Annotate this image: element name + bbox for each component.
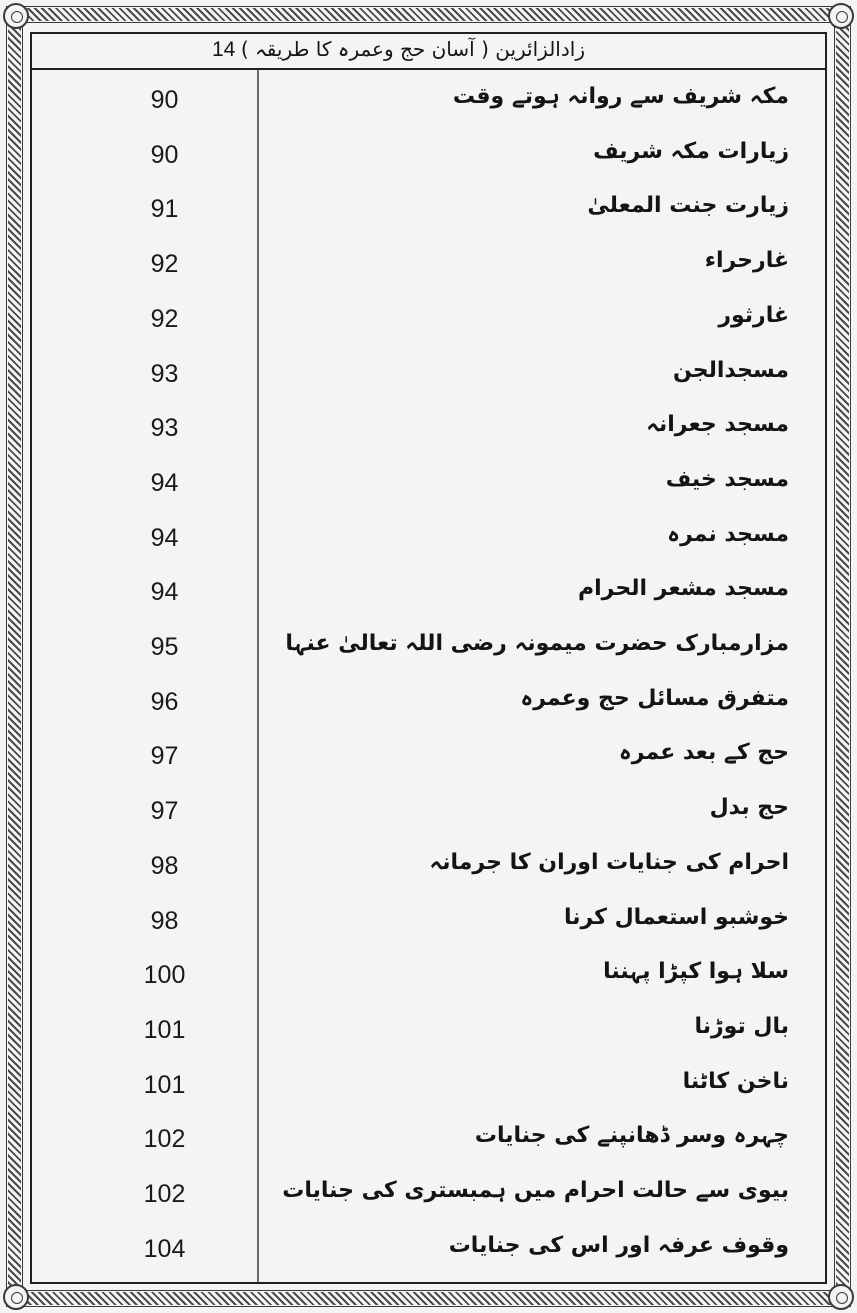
toc-entry: [32, 1010, 825, 1064]
toc-entry-title: سلا ہوا کپڑا پہننا: [603, 959, 789, 985]
toc-entry: [32, 135, 825, 189]
toc-entry: [32, 463, 825, 517]
toc-entry: [32, 1119, 825, 1173]
page-number: 14: [212, 38, 236, 61]
toc-entry-title: مسجد مشعر الحرام: [577, 576, 789, 602]
corner-ornament-icon: [828, 1284, 854, 1310]
running-header: [32, 34, 825, 70]
toc-entry: [32, 244, 825, 298]
corner-ornament-icon: [3, 3, 29, 29]
toc-entry: [32, 189, 825, 243]
toc-entry-page-number: 102: [143, 1180, 186, 1208]
toc-entry: [32, 682, 825, 736]
toc-entry: [32, 518, 825, 572]
toc-entry: [32, 1065, 825, 1119]
table-of-contents: [30, 32, 827, 1284]
toc-entry-page-number: 93: [150, 359, 179, 388]
toc-entry: [32, 627, 825, 681]
toc-entry-title: مزارمبارک حضرت میمونہ رضی اللہ تعالیٰ عنہا: [285, 631, 789, 656]
toc-entry-page-number: 101: [143, 1070, 186, 1099]
toc-entry: [32, 408, 825, 462]
toc-entry-title: مسجد خیف: [665, 466, 789, 492]
toc-entry-page-number: 101: [143, 1015, 186, 1044]
toc-entry: [32, 901, 825, 955]
toc-entry: [32, 846, 825, 900]
toc-entry-title: بال توڑنا: [694, 1013, 789, 1039]
toc-entry-title: مسجدالجن: [672, 357, 789, 383]
toc-entry: [32, 1229, 825, 1283]
toc-entry-page-number: 90: [150, 140, 179, 169]
corner-ornament-icon: [828, 3, 854, 29]
toc-entry-page-number: 100: [143, 961, 186, 990]
toc-entry-title: غارثور: [718, 302, 789, 328]
toc-entry-page-number: 92: [150, 250, 179, 279]
toc-entry-page-number: 94: [150, 578, 179, 607]
toc-entry-page-number: 98: [150, 906, 179, 935]
toc-entry-page-number: 94: [150, 523, 179, 552]
toc-entry-page-number: 94: [150, 468, 179, 497]
toc-entry-title: خوشبو استعمال کرنا: [563, 904, 789, 930]
toc-entry-page-number: 102: [143, 1125, 186, 1154]
toc-entry-page-number: 90: [150, 86, 179, 114]
toc-entry-page-number: 91: [150, 195, 179, 224]
toc-entry: [32, 1174, 825, 1228]
toc-entry-title: متفرق مسائل حج وعمرہ: [520, 685, 789, 711]
toc-entry-page-number: 93: [150, 414, 179, 443]
toc-entry-title: حج کے بعد عمرہ: [618, 740, 789, 766]
toc-entry-page-number: 104: [143, 1234, 186, 1263]
toc-entry-title: زیارت جنت المعلیٰ: [587, 193, 789, 219]
toc-entry-title: حج بدل: [709, 795, 789, 821]
toc-entry-page-number: 97: [150, 797, 179, 826]
toc-entry-title: زیارات مکہ شریف: [593, 138, 789, 164]
toc-entry-page-number: 97: [150, 742, 179, 771]
toc-entry: [32, 299, 825, 353]
toc-entry: [32, 736, 825, 790]
toc-entry-title: بیوی سے حالت احرام میں ہمبستری کی جنایات: [282, 1178, 789, 1203]
book-title: زادالزائرین ( آسان حج وعمرہ کا طریقہ ): [240, 37, 585, 61]
toc-entry-page-number: 96: [150, 687, 179, 716]
toc-entry-page-number: 92: [150, 304, 179, 333]
toc-entry-title: غارحراء: [704, 248, 789, 274]
toc-entry-title: ناخن کاٹنا: [682, 1068, 789, 1094]
toc-entry: [32, 80, 825, 134]
toc-entry: [32, 354, 825, 408]
toc-entry: [32, 791, 825, 845]
corner-ornament-icon: [3, 1284, 29, 1310]
toc-entry-title: مسجد جعرانہ: [646, 412, 789, 438]
toc-entry-title: چہرہ وسر ڈھانپنے کی جنایات: [474, 1123, 789, 1149]
toc-entry-title: مکہ شریف سے روانہ ہوتے وقت: [452, 84, 789, 109]
toc-entry-page-number: 95: [150, 633, 179, 661]
toc-entry-title: احرام کی جنایات اوران کا جرمانہ: [429, 849, 789, 875]
toc-entry-title: مسجد نمرہ: [667, 521, 789, 547]
toc-entry: [32, 572, 825, 626]
toc-entry: [32, 955, 825, 1009]
toc-entry-title: وقوف عرفہ اور اس کی جنایات: [448, 1232, 789, 1258]
toc-entry-page-number: 98: [150, 851, 179, 880]
